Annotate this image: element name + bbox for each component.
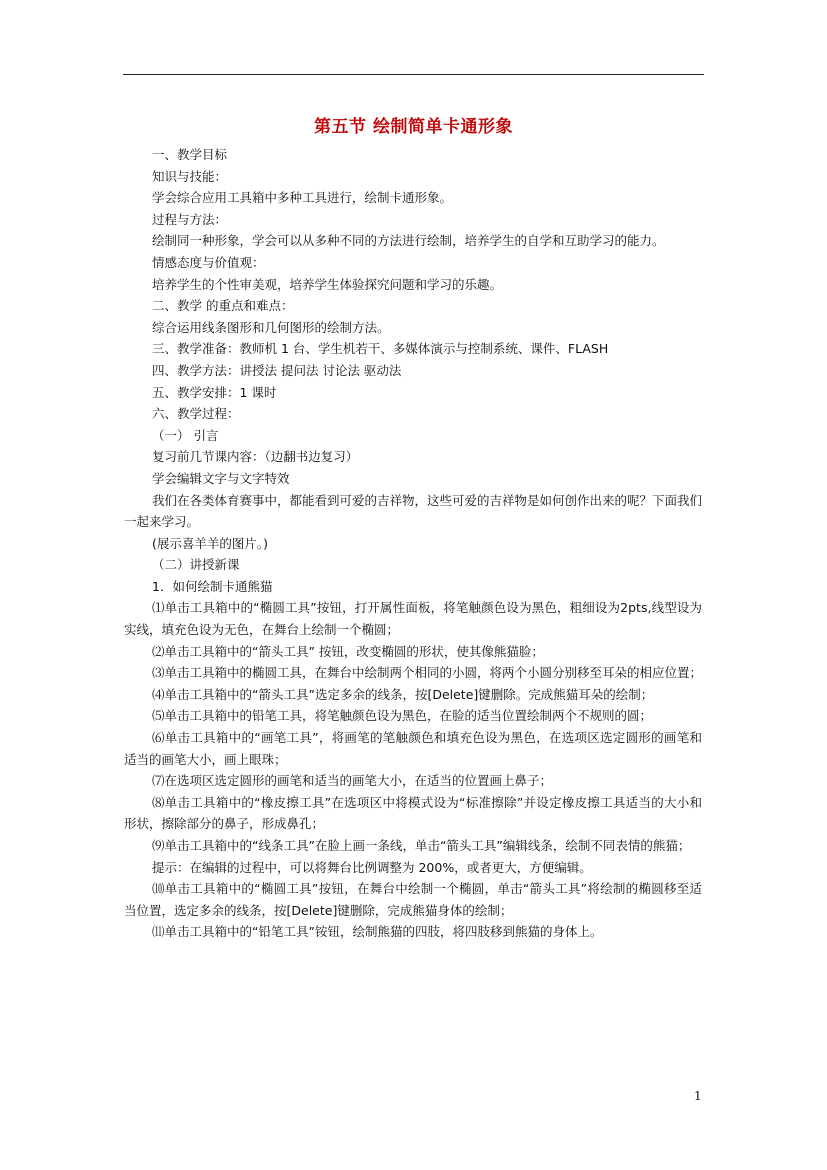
subheading-panda: 1．如何绘制卡通熊猫	[152, 578, 273, 594]
header-rule	[123, 74, 704, 75]
step-item: ⑷单击工具箱中的“箭头工具”选定多余的线条，按[Delete]键删除。完成熊猫耳朵的绘制；	[152, 686, 654, 702]
step-item: ⑶单击工具箱中的椭圆工具，在舞台中绘制两个相同的小圆，将两个小圆分别移至耳朵的相应位置；	[152, 665, 703, 681]
step-item: ⑹单击工具箱中的“画笔工具”，将画笔的笔触颜色和填充色设为黑色，在选项区选定圆形的画笔和适当的画笔大小，画上眼珠；	[124, 730, 702, 767]
step-item: ⑻单击工具箱中的“橡皮擦工具”在选项区中将模式设为“标准擦除”并设定橡皮擦工具适当的大小和形状，擦除部分的鼻子，形成鼻孔；	[124, 794, 702, 832]
paragraph: 学会编辑文字与文字特效	[152, 470, 290, 486]
subheading-intro: （一） 引言	[152, 427, 219, 443]
heading-schedule: 五、教学安排：1 课时	[152, 384, 277, 400]
paragraph: 复习前几节课内容：（边翻书边复习）	[152, 449, 359, 465]
paragraph: 综合运用线条图形和几何图形的绘制方法。	[152, 319, 390, 335]
step-item: ⑵单击工具箱中的“箭头工具” 按钮，改变椭圆的形状，使其像熊猫脸；	[152, 643, 544, 659]
heading-preparation: 三、教学准备：教师机 1 台、学生机若干、多媒体演示与控制系统、课件、FLASH	[152, 341, 609, 357]
paragraph: 我们在各类体育赛事中，都能看到可爱的吉祥物，这些可爱的吉祥物是如何创作出来的呢？下面我们一起来学习。	[124, 492, 703, 530]
heading-key-points: 二、教学 的重点和难点：	[152, 298, 294, 314]
step-item: ⑴单击工具箱中的“椭圆工具”按钮，打开属性面板，将笔触颜色设为黑色，粗细设为2pts,线型设为实线，填充色设为无色，在舞台上绘制一个椭圆；	[124, 600, 702, 638]
step-item: ⑼单击工具箱中的“线条工具”在脸上画一条线，单击“箭头工具”编辑线条，绘制不同表情的熊猫；	[152, 838, 691, 853]
tip-paragraph: 提示：在编辑的过程中，可以将舞台比例调整为 200%，或者更大，方便编辑。	[152, 859, 592, 875]
subheading-process: 过程与方法：	[152, 211, 228, 227]
step-item: ⑾单击工具箱中的“铅笔工具”铵钮，绘制熊猫的四肢，将四肢移到熊猫的身体上。	[152, 924, 603, 940]
heading-process: 六、教学过程：	[152, 406, 240, 422]
subheading-new-lesson: （二）讲授新课	[152, 557, 240, 573]
step-item: ⑽单击工具箱中的“椭圆工具”按钮，在舞台中绘制一个椭圆，单击“箭头工具”将绘制的椭圆移至适当位置，选定多余的线条，按[Delete]键删除，完成熊猫身体的绘制；	[124, 881, 702, 918]
paragraph: 绘制同一种形象，学会可以从多种不同的方法进行绘制，培养学生的自学和互助学习的能力。	[152, 233, 665, 249]
subheading-attitude: 情感态度与价值观：	[152, 254, 265, 270]
step-item: ⑸单击工具箱中的铅笔工具，将笔触颜色设为黑色，在脸的适当位置绘制两个不规则的圆；	[152, 708, 653, 724]
page-number: 1	[694, 1089, 702, 1103]
step-item: ⑺在选项区选定圆形的画笔和适当的画笔大小，在适当的位置画上鼻子；	[152, 773, 553, 789]
paragraph: 学会综合应用工具箱中多种工具进行，绘制卡通形象。	[152, 190, 453, 206]
paragraph: 培养学生的个性审美观，培养学生体验探究问题和学习的乐趣。	[152, 276, 503, 292]
page-title: 第五节 绘制简单卡通形象	[314, 117, 513, 137]
heading-methods: 四、教学方法：讲授法 提问法 讨论法 驱动法	[152, 362, 402, 378]
paragraph: (展示喜羊羊的图片。)	[152, 535, 269, 551]
document-body	[124, 144, 702, 943]
subheading-knowledge: 知识与技能：	[152, 168, 228, 184]
heading-objectives: 一、教学目标	[152, 147, 228, 162]
